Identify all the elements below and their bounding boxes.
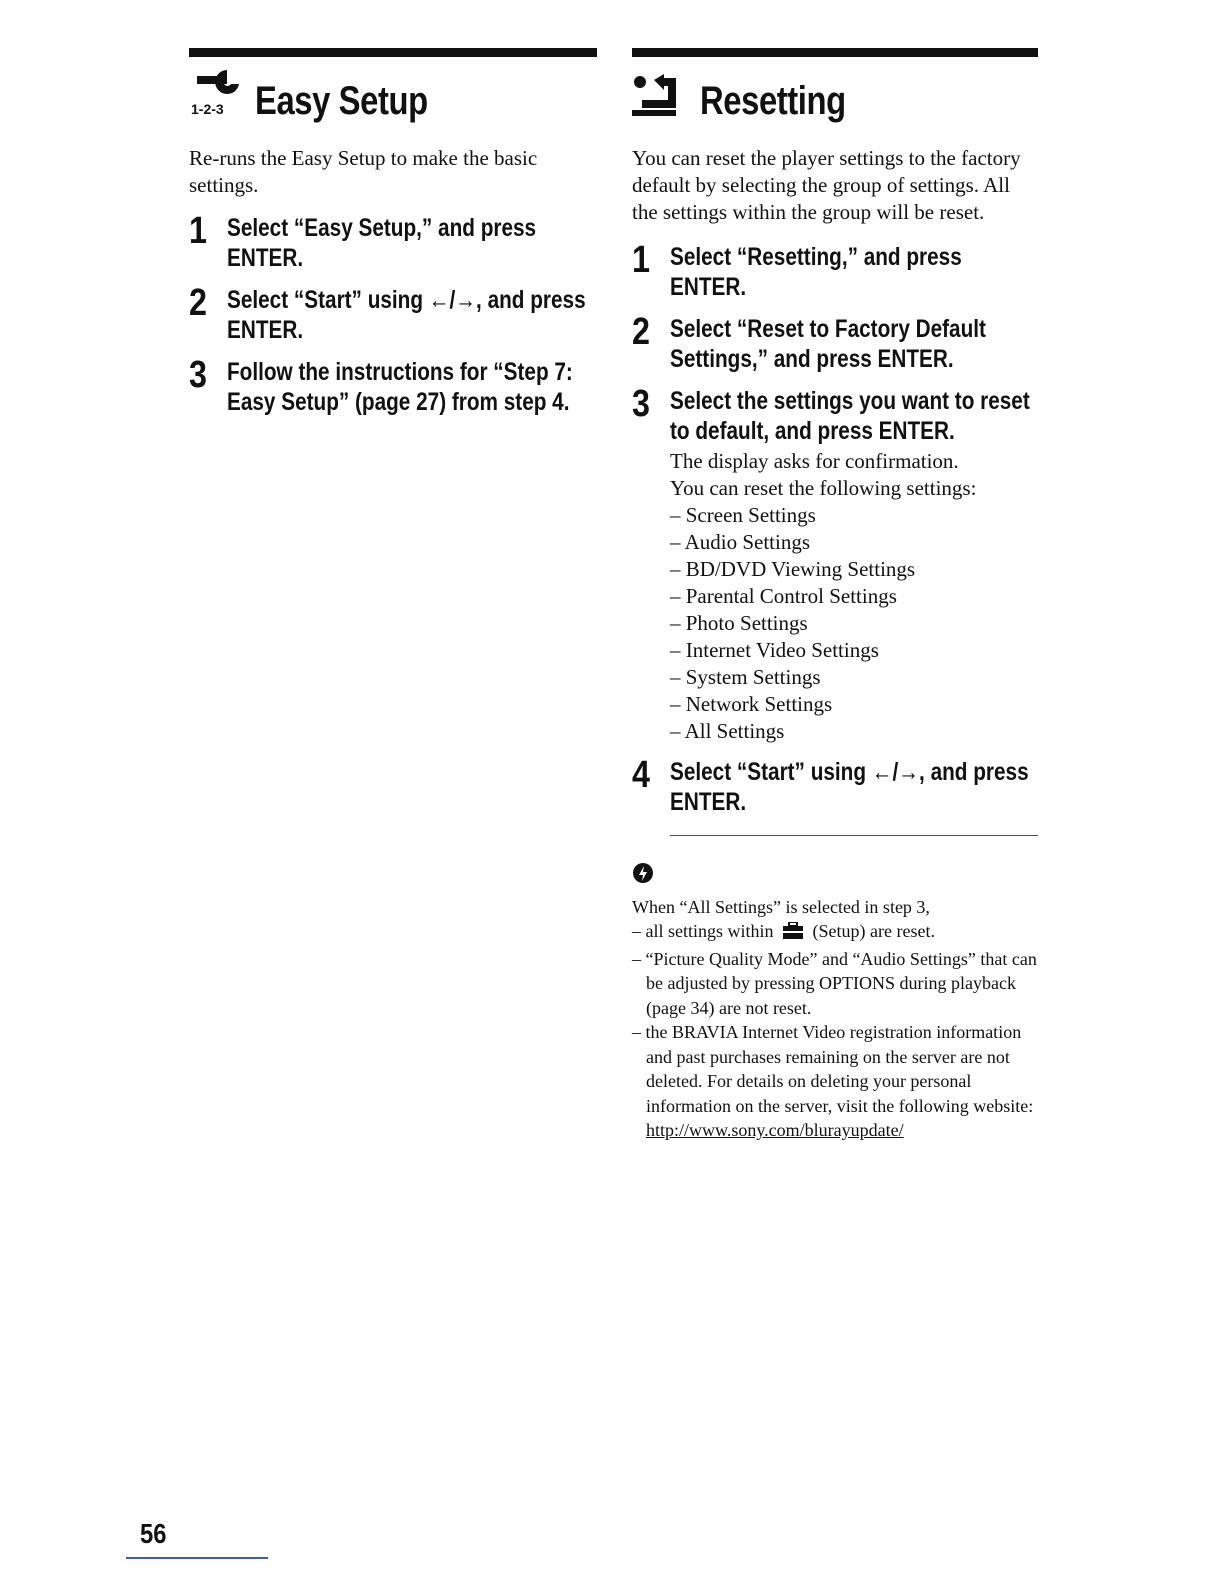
easy-setup-section [189,48,597,429]
easy-setup-steps [189,210,597,417]
tip-text: – all settings within [632,921,774,941]
step [632,383,1038,745]
list-item: – Photo Settings [670,611,808,635]
step-number: 2 [189,282,207,324]
step [189,210,597,273]
tip-text: (Setup) are reset. [812,921,935,941]
list-item: – Internet Video Settings [670,638,879,662]
list-item: – Network Settings [670,692,833,716]
step-title: Select “Resetting,” and press ENTER. [670,243,962,301]
step [189,282,597,345]
page-title-easy-setup: Easy Setup [255,79,428,123]
list-item: – Parental Control Settings [670,584,897,608]
step-number: 1 [632,239,650,281]
step [632,754,1038,817]
page-number-rule [126,1557,268,1559]
toolbox-icon [782,922,804,947]
page-number: 56 [140,1518,167,1549]
resetting-intro: You can reset the player settings to the factory default by selecting the group of settings. All the settings within the group will be reset. [632,146,1021,224]
sony-update-link[interactable] [632,1118,1038,1143]
tip-line-setup [632,919,1038,947]
step-detail: You can reset the following settings: [670,476,977,500]
step-detail: The display asks for confirmation. [670,449,959,473]
easy-setup-intro: Re-runs the Easy Setup to make the basic settings. [189,146,538,197]
reset-icon [632,72,694,123]
tip-box [632,862,1038,1143]
tip-icon [632,862,1038,891]
list-item: – System Settings [670,665,821,689]
step [189,354,597,417]
resetting-section [632,48,1038,1143]
page-title-resetting: Resetting [700,79,846,123]
step-number: 4 [632,754,650,796]
step-number: 3 [189,354,207,396]
step-title: Select “Start” using ←/→, and press ENTER. [670,758,1029,816]
settings-list [670,502,1038,745]
svg-text:1-2-3: 1-2-3 [191,101,224,117]
step [632,239,1038,302]
list-item: – Audio Settings [670,530,811,554]
section-top-rule [189,48,597,57]
tip-intro: When “All Settings” is selected in step 3, [632,896,930,917]
step-title: Select “Start” using ←/→, and press ENTER. [227,286,586,344]
step-number: 2 [632,311,650,353]
tip-line-picture: – “Picture Quality Mode” and “Audio Settings” that can be adjusted by pressing OPTIONS during playback (page 34) are not reset. [632,948,1037,1018]
tip-line-bravia: – the BRAVIA Internet Video registration information and past purchases remaining on the server are not deleted. For details on deleting your personal information on the server, visit the following website: [632,1022,1034,1116]
list-item: – Screen Settings [670,503,816,527]
easy-setup-heading [189,65,597,123]
easy-setup-icon [189,66,249,123]
list-item: – BD/DVD Viewing Settings [670,557,916,581]
step-title: Select the settings you want to reset to default, and press ENTER. [670,387,1030,445]
step-number: 3 [632,383,650,425]
step-title: Follow the instructions for “Step 7: Easy Setup” (page 27) from step 4. [227,358,573,416]
resetting-steps [632,239,1038,817]
step-title: Select “Easy Setup,” and press ENTER. [227,214,537,272]
resetting-heading [632,65,1038,123]
section-top-rule [632,48,1038,57]
step-title: Select “Reset to Factory Default Settings,” and press ENTER. [670,315,986,373]
list-item: – All Settings [670,719,785,743]
step [632,311,1038,374]
section-divider [670,835,1038,836]
link-text[interactable]: http://www.sony.com/blurayupdate/ [646,1120,904,1140]
step-number: 1 [189,210,207,252]
